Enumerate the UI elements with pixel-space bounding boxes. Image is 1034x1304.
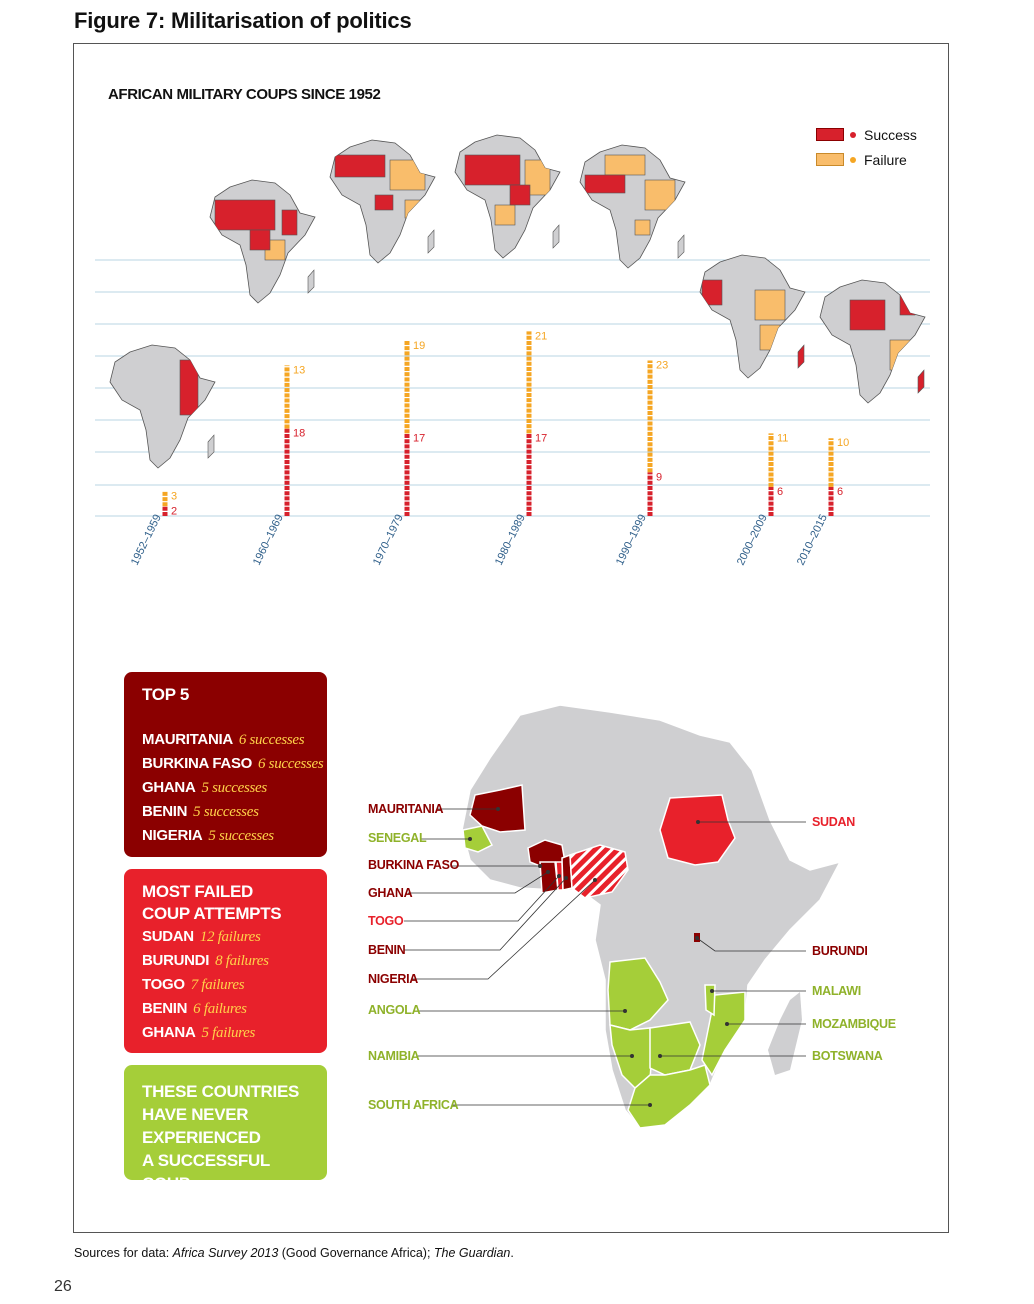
failed-item: BURUNDI 8 failures [142, 952, 269, 969]
label-malawi: MALAWI [812, 984, 861, 998]
label-sudan: SUDAN [812, 815, 855, 829]
source-note: Sources for data: Africa Survey 2013 (Good Governance Africa); The Guardian. [74, 1246, 514, 1260]
label-south-africa: SOUTH AFRICA [368, 1098, 459, 1112]
x-tick-label: 1990–1999 [613, 512, 649, 568]
x-tick-label: 2000–2009 [734, 512, 770, 568]
label-failure: 19 [413, 340, 426, 353]
failed-title-2: COUP ATTEMPTS [142, 904, 282, 923]
label-success: 2 [171, 505, 178, 518]
ghana [540, 862, 558, 893]
top5-item: BENIN 5 successes [142, 803, 259, 820]
top5-item: MAURITANIA 6 successes [142, 731, 305, 748]
legend-success-label: Success [864, 126, 917, 143]
sudan [660, 795, 735, 865]
label-success: 6 [837, 485, 844, 498]
legend-failure-label: Failure [864, 151, 907, 168]
label-burundi: BURUNDI [812, 944, 868, 958]
label-senegal: SENEGAL [368, 831, 427, 845]
label-failure: 11 [777, 432, 789, 445]
label-togo: TOGO [368, 914, 404, 928]
malawi [705, 985, 715, 1015]
label-benin: BENIN [368, 943, 406, 957]
top5-title: TOP 5 [142, 685, 190, 704]
label-failure: 13 [293, 364, 306, 377]
top5-item: GHANA 5 successes [142, 779, 267, 796]
x-tick-label: 1952–1959 [128, 512, 164, 568]
label-success: 18 [293, 427, 306, 440]
label-failure: 23 [656, 359, 669, 372]
label-failure: 3 [171, 490, 178, 503]
label-namibia: NAMIBIA [368, 1049, 420, 1063]
label-success: 6 [777, 485, 784, 498]
failed-item: BENIN 6 failures [142, 1000, 247, 1017]
label-mozambique: MOZAMBIQUE [812, 1017, 896, 1031]
label-ghana: GHANA [368, 886, 413, 900]
failed-item: TOGO 7 failures [142, 976, 245, 993]
x-tick-label: 1960–1969 [250, 512, 286, 568]
madagascar [768, 992, 802, 1075]
label-nigeria: NIGERIA [368, 972, 418, 986]
label-success: 17 [535, 432, 548, 445]
label-failure: 21 [535, 330, 548, 343]
label-angola: ANGOLA [368, 1003, 421, 1017]
x-tick-label: 1970–1979 [370, 512, 406, 568]
x-tick-label: 1980–1989 [492, 512, 528, 568]
never-coup-text: THESE COUNTRIES HAVE NEVER EXPERIENCED A SUCCESSFUL COUP [142, 1082, 300, 1193]
label-success: 17 [413, 432, 426, 445]
failed-item: SUDAN 12 failures [142, 928, 261, 945]
label-mauritania: MAURITANIA [368, 802, 444, 816]
top5-item: BURKINA FASO 6 successes [142, 755, 324, 772]
leader-nigeria [412, 880, 595, 979]
label-success: 9 [656, 471, 663, 484]
label-failure: 10 [837, 437, 850, 450]
x-tick-label: 2010–2015 [794, 512, 830, 568]
figure-title: Figure 7: Militarisation of politics [74, 8, 412, 33]
label-burkina-faso: BURKINA FASO [368, 858, 460, 872]
chart-title: AFRICAN MILITARY COUPS SINCE 1952 [108, 86, 381, 103]
top5-item: NIGERIA 5 successes [142, 827, 274, 844]
label-botswana: BOTSWANA [812, 1049, 883, 1063]
failed-item: GHANA 5 failures [142, 1024, 256, 1041]
page-number: 26 [54, 1278, 72, 1295]
failed-title-1: MOST FAILED [142, 882, 253, 901]
